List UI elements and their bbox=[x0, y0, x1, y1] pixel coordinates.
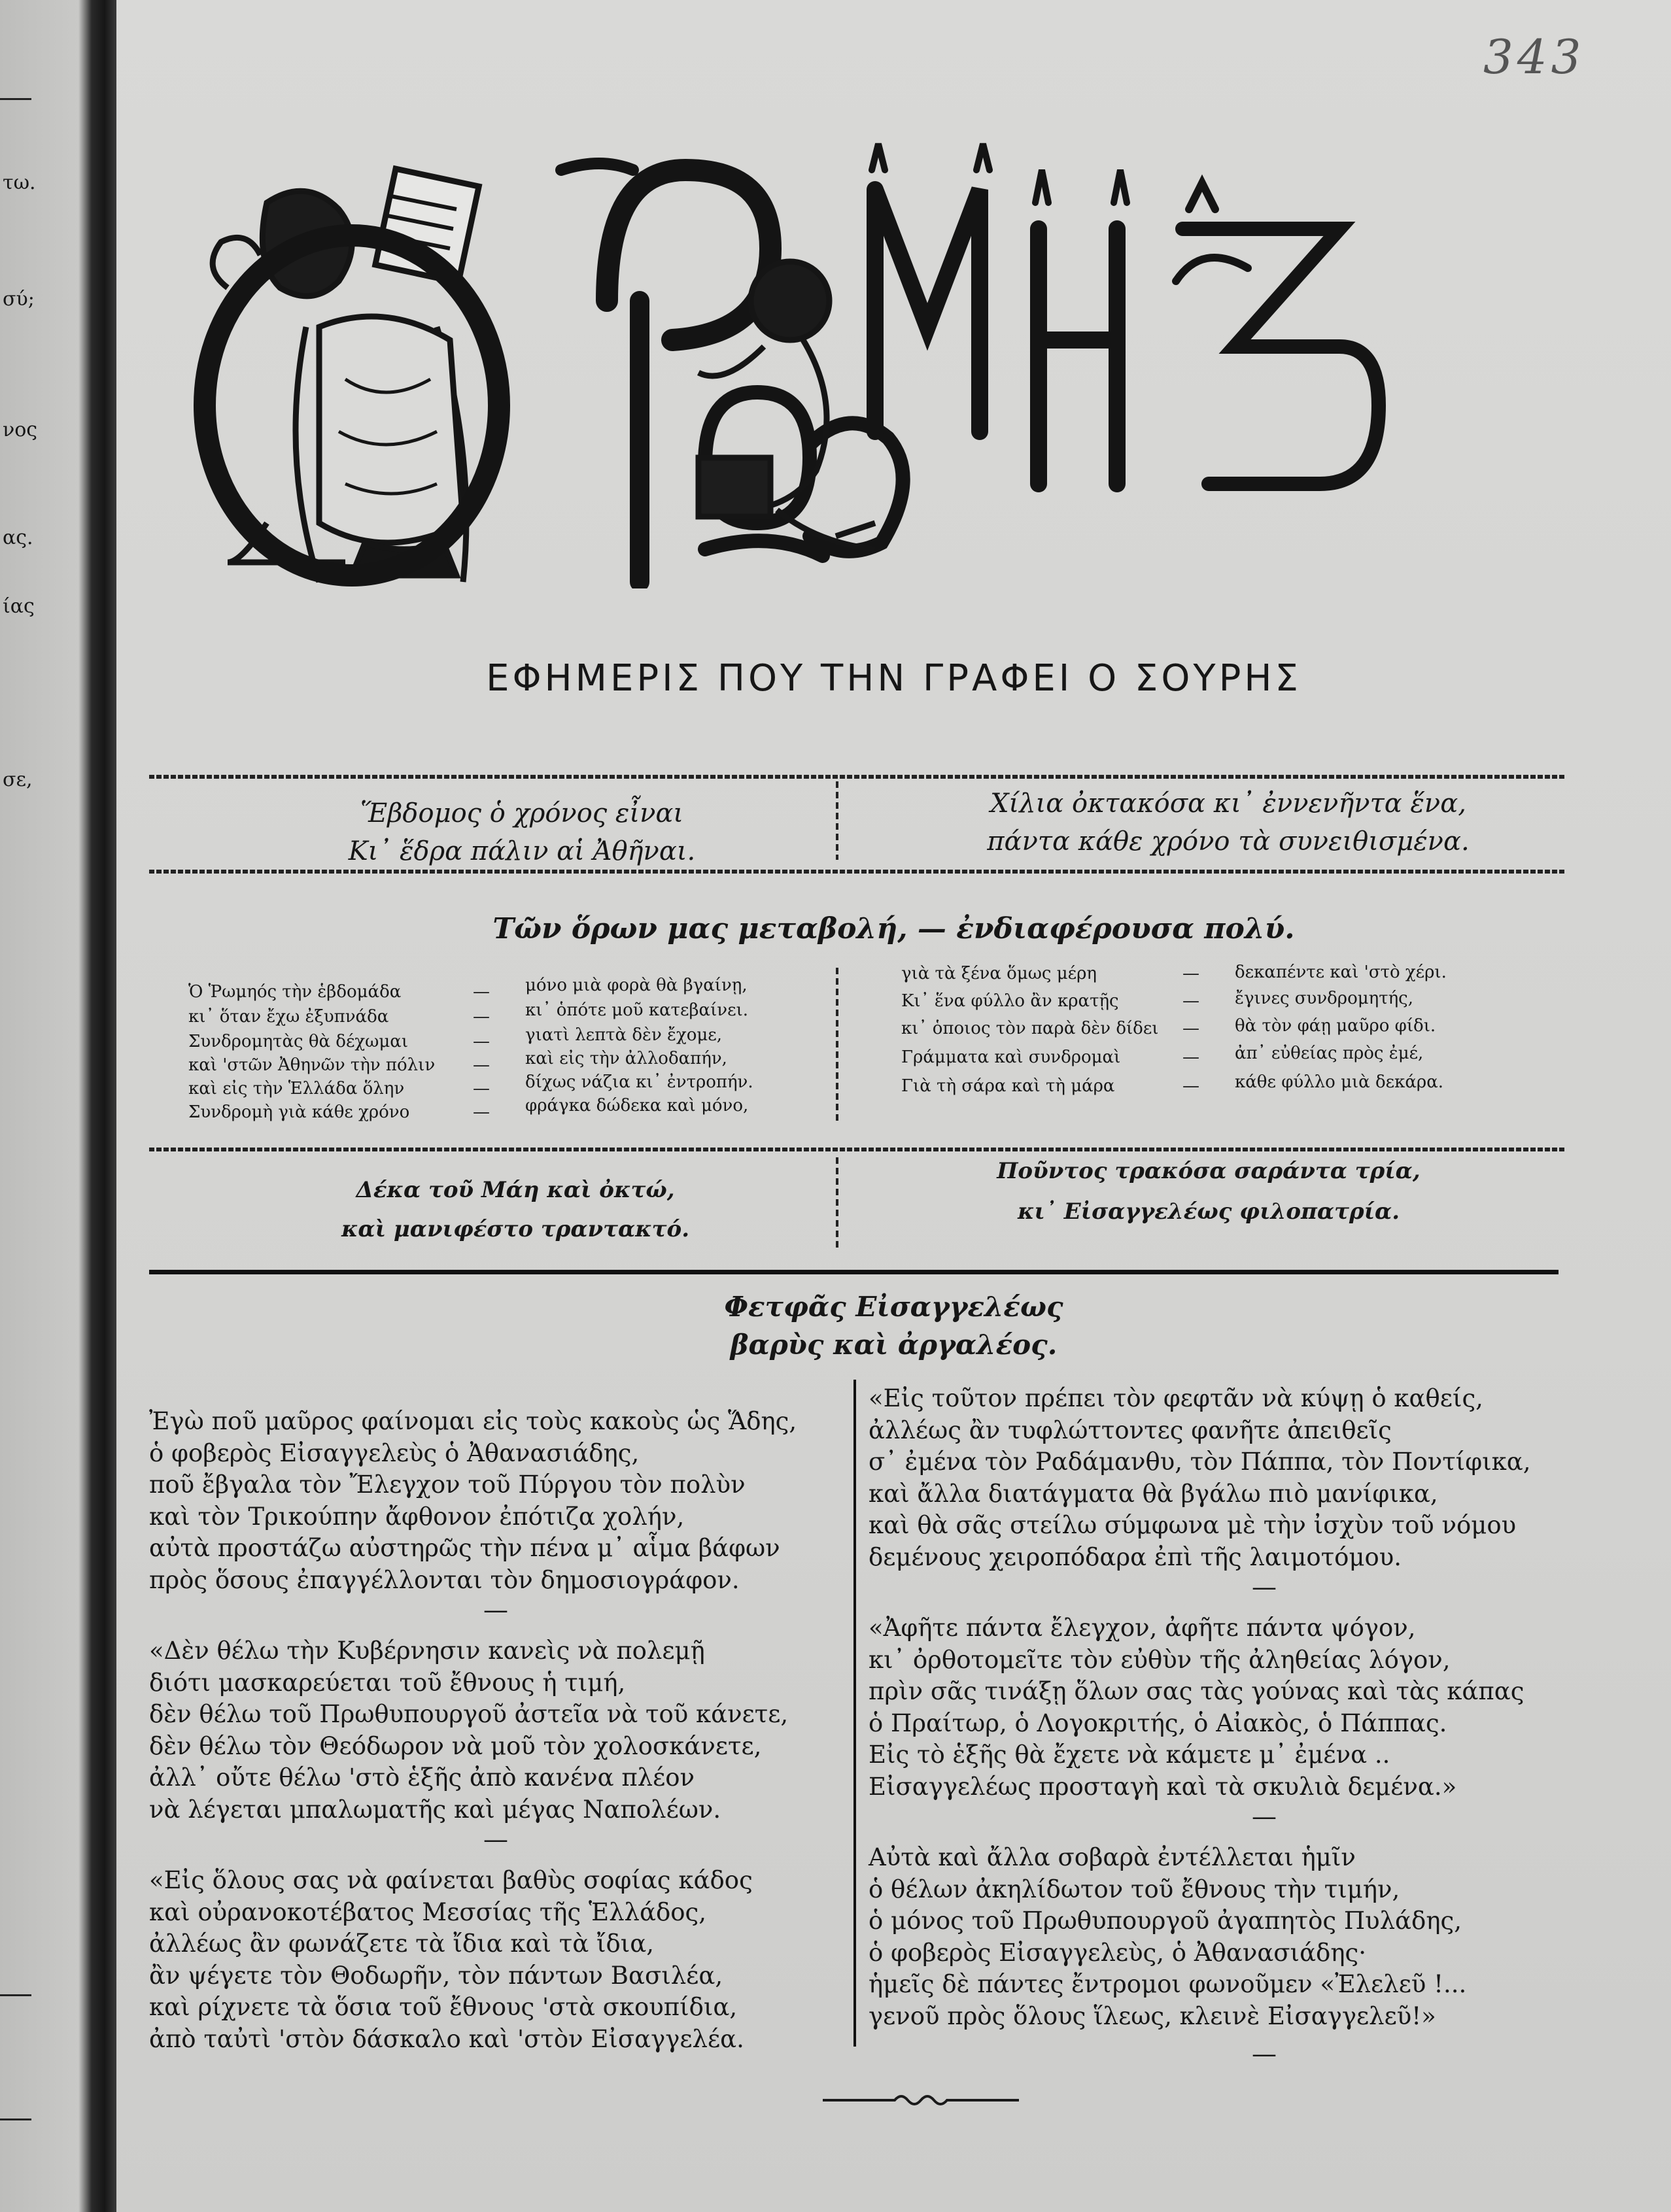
verse-line: καὶ θὰ σᾶς στείλω σύμφωνα μὲ τὴν ἰσχὺν τοῦ νόμου bbox=[869, 1511, 1517, 1539]
page-number: 343 bbox=[1483, 29, 1585, 84]
term-text: κι᾽ ὅταν ἔχω ἐξυπνάδα bbox=[188, 1007, 389, 1027]
verse-line: καὶ μανιφέστο τραντακτό. bbox=[341, 1216, 690, 1242]
verse-line: ποῦ ἔβγαλα τὸν Ἔλεγχον τοῦ Πύργου τὸν πολὺν bbox=[149, 1471, 746, 1499]
verse-line: Ποῦντος τρακόσα σαράντα τρία, bbox=[997, 1158, 1421, 1184]
motto-right bbox=[901, 785, 1555, 860]
term-dash: — bbox=[473, 1007, 490, 1027]
verse-line: δὲν θέλω τοῦ Πρωθυπουργοῦ ἀστεῖα νὰ τοῦ κάνετε, bbox=[149, 1700, 789, 1728]
term-text: Ὁ Ῥωμηός τὴν ἑβδομάδα bbox=[188, 982, 402, 1002]
verse-line: κι᾽ ὀρθοτομεῖτε τὸν εὐθὺν τῆς ἀληθείας λόγον, bbox=[869, 1645, 1451, 1674]
term-dash: — bbox=[1182, 991, 1199, 1011]
column-divider bbox=[853, 1380, 856, 2047]
term-text: καὶ 'στῶν Ἀθηνῶν τὴν πόλιν bbox=[188, 1055, 436, 1075]
verse-line: δεμένους χειροπόδαρα ἐπὶ τῆς λαιμοτόμου. bbox=[869, 1542, 1402, 1571]
article-title-line: Φετφᾶς Εἰσαγγελέως bbox=[724, 1291, 1063, 1323]
term-text: καὶ εἰς τὴν Ἑλλάδα ὅλην bbox=[188, 1079, 405, 1098]
term-dash: — bbox=[1182, 1076, 1199, 1096]
subscription-heading: Τῶν ὅρων μας μεταβολή, — ἐνδιαφέρουσα πολύ. bbox=[492, 912, 1295, 945]
column-divider bbox=[836, 781, 838, 860]
term-text: κι᾽ ὁπότε μοῦ κατεβαίνει. bbox=[525, 1000, 749, 1020]
motto-line: Κι᾽ ἕδρα πάλιν αἱ Ἀθῆναι. bbox=[348, 836, 696, 866]
motto-line: Ἕβδομος ὁ χρόνος εἶναι bbox=[360, 798, 684, 828]
term-dash: — bbox=[473, 1079, 490, 1098]
stanza-separator: — bbox=[1252, 1573, 1277, 1601]
verse-line: ἀλλ᾽ οὔτε θέλω 'στὸ ἑξῆς ἀπὸ κανένα πλέον bbox=[149, 1763, 695, 1792]
term-dash: — bbox=[1182, 964, 1199, 983]
stanza-separator: — bbox=[483, 1825, 508, 1854]
masthead bbox=[188, 131, 1627, 588]
verse-line: «Εἰς τοῦτον πρέπει τὸν φεφτᾶν νὰ κύψῃ ὁ καθείς, bbox=[869, 1384, 1483, 1412]
fragment-dash bbox=[0, 1994, 31, 1996]
verse-line: ἀλλέως ἂν φωνάζετε τὰ ἴδια καὶ τὰ ἴδια, bbox=[149, 1930, 655, 1958]
verse-line: ἂν ψέγετε τὸν Θοδωρῆν, τὸν πάντων Βασιλέα, bbox=[149, 1961, 723, 1990]
verse-line: ὁ φοβερὸς Εἰσαγγελεὺς, ὁ Ἀθανασιάδης· bbox=[869, 1938, 1366, 1967]
section-rule bbox=[149, 1270, 1559, 1274]
verse-line: καὶ τὸν Τρικούπην ἄφθονον ἐπότιζα χολήν, bbox=[149, 1502, 685, 1531]
verse-line: ὁ Πραίτωρ, ὁ Λογοκριτής, ὁ Αἰακὸς, ὁ Πάππας. bbox=[869, 1709, 1447, 1737]
verse-line: ἀλλέως ἂν τυφλώττοντες φανῆτε ἀπειθεῖς bbox=[869, 1416, 1392, 1444]
term-dash: — bbox=[473, 1102, 490, 1122]
verse-line: Ἐγὼ ποῦ μαῦρος φαίνομαι εἰς τοὺς κακοὺς ὡς Ἅδης, bbox=[149, 1407, 797, 1435]
verse-line: ὁ φοβερὸς Εἰσαγγελεὺς ὁ Ἀθανασιάδης, bbox=[149, 1438, 640, 1467]
verse-line: σ᾽ ἐμένα τὸν Ραδάμανθυ, τὸν Πάππα, τὸν Ποντίφικα, bbox=[869, 1448, 1531, 1476]
term-text: ἀπ᾽ εὐθείας πρὸς ἐμέ, bbox=[1235, 1044, 1424, 1063]
fragment: σε, bbox=[3, 768, 33, 791]
verse-line: πρὶν σᾶς τινάξῃ ὅλων σας τὰς γούνας καὶ τὰς κάπας bbox=[869, 1677, 1525, 1705]
stanza-separator: — bbox=[1252, 1802, 1277, 1831]
masthead-title bbox=[188, 131, 1627, 588]
newspaper-page bbox=[116, 0, 1671, 2212]
term-text: φράγκα δώδεκα καὶ μόνο, bbox=[525, 1096, 749, 1115]
verse-line: «Δὲν θέλω τὴν Κυβέρνησιν κανεὶς νὰ πολεμῇ bbox=[149, 1637, 705, 1665]
term-text: μόνο μιὰ φορὰ θὰ βγαίνῃ, bbox=[525, 976, 748, 995]
term-dash: — bbox=[473, 982, 490, 1002]
article-title bbox=[116, 1288, 1671, 1364]
verse-line: αὐτὰ προστάζω αὐστηρῶς τὴν πένα μ᾽ αἷμα βάφων bbox=[149, 1534, 780, 1562]
left-page-fragments bbox=[0, 0, 85, 2212]
term-text: Συνδρομὴ γιὰ κάθε χρόνο bbox=[188, 1102, 410, 1122]
verse-line: διότι μασκαρεύεται τοῦ ἔθνους ἡ τιμή, bbox=[149, 1668, 626, 1697]
verse-line: ἀπὸ ταὐτὶ 'στὸν δάσκαλο καὶ 'στὸν Εἰσαγγελέα. bbox=[149, 2024, 744, 2053]
verse-line: δὲν θέλω τὸν Θεόδωρον νὰ μοῦ τὸν χολοσκάνετε, bbox=[149, 1731, 762, 1760]
verse-line: καὶ ἄλλα διατάγματα θὰ βγάλω πιὸ μανίφικα, bbox=[869, 1479, 1438, 1508]
article-left-column bbox=[149, 1406, 842, 2055]
wavy-rule bbox=[149, 870, 1565, 874]
stanza-separator: — bbox=[1252, 2039, 1277, 2068]
term-text: κάθε φύλλο μιὰ δεκάρα. bbox=[1235, 1072, 1444, 1092]
wavy-rule bbox=[149, 775, 1565, 779]
verse-line: καὶ ρίχνετε τὰ ὅσια τοῦ ἔθνους 'στὰ σκουπίδια, bbox=[149, 1993, 738, 2021]
term-text: δεκαπέντε καὶ 'στὸ χέρι. bbox=[1235, 962, 1447, 982]
term-text: γιατὶ λεπτὰ δὲν ἔχομε, bbox=[525, 1025, 723, 1045]
term-text: καὶ εἰς τὴν ἀλλοδαπήν, bbox=[525, 1049, 727, 1068]
column-divider bbox=[836, 968, 838, 1125]
term-dash: — bbox=[1182, 1019, 1199, 1038]
term-text: γιὰ τὰ ξένα ὅμως μέρη bbox=[901, 964, 1097, 983]
subtitle: ΕΦΗΜΕΡΙΣ ΠΟΥ ΤΗΝ ΓΡΑΦΕΙ Ο ΣΟΥΡΗΣ bbox=[486, 657, 1301, 700]
term-dash: — bbox=[473, 1055, 490, 1075]
date-verse-left bbox=[267, 1170, 764, 1249]
motto-line: Χίλια ὀκτακόσα κι᾽ ἐννενῆντα ἕνα, bbox=[990, 789, 1466, 819]
verse-line: Εἰς τὸ ἑξῆς θὰ ἔχετε νὰ κάμετε μ᾽ ἐμένα .. bbox=[869, 1741, 1390, 1769]
date-verse-right bbox=[914, 1151, 1503, 1232]
verse-line: Αὐτὰ καὶ ἄλλα σοβαρὰ ἐντέλλεται ἡμῖν bbox=[869, 1843, 1356, 1871]
term-dash: — bbox=[473, 1032, 490, 1051]
verse-line: πρὸς ὅσους ἐπαγγέλλονται τὸν δημοσιογράφον. bbox=[149, 1565, 740, 1594]
term-text: Γιὰ τὴ σάρα καὶ τὴ μάρα bbox=[901, 1076, 1115, 1096]
term-text: θὰ τὸν φάῃ μαῦρο φίδι. bbox=[1235, 1016, 1436, 1036]
stanza-separator: — bbox=[483, 1595, 508, 1624]
fragment: νος bbox=[3, 418, 38, 441]
verse-line: Δέκα τοῦ Μάη καὶ ὀκτώ, bbox=[356, 1177, 675, 1203]
verse-line: ὁ θέλων ἀκηλίδωτον τοῦ ἔθνους τὴν τιμήν, bbox=[869, 1875, 1400, 1903]
motto-left bbox=[267, 794, 777, 870]
term-text: ἔγινες συνδρομητής, bbox=[1235, 989, 1413, 1008]
term-text: δίχως νάζια κι᾽ ἐντροπήν. bbox=[525, 1072, 753, 1092]
verse-line: «Εἰς ὅλους σας νὰ φαίνεται βαθὺς σοφίας κάδος bbox=[149, 1866, 753, 1894]
verse-line: «Ἀφῆτε πάντα ἔλεγχον, ἀφῆτε πάντα ψόγον, bbox=[869, 1614, 1416, 1642]
verse-line: ἡμεῖς δὲ πάντες ἔντρομοι φωνοῦμεν «Ἐλελεῦ !... bbox=[869, 1970, 1467, 1998]
verse-line: Εἰσαγγελέως προσταγὴ καὶ τὰ σκυλιὰ δεμένα.» bbox=[869, 1772, 1457, 1801]
article-title-line: βαρὺς καὶ ἀργαλέος. bbox=[730, 1329, 1058, 1361]
fragment: ίας bbox=[3, 595, 35, 618]
term-text: Γράμματα καὶ συνδρομαὶ bbox=[901, 1047, 1121, 1067]
term-dash: — bbox=[1182, 1047, 1199, 1067]
fragment-dash bbox=[0, 2118, 31, 2120]
motto-line: πάντα κάθε χρόνο τὰ συνειθισμένα. bbox=[987, 826, 1470, 857]
fragment: τω. bbox=[3, 171, 36, 194]
verse-line: κι᾽ Εἰσαγγελέως φιλοπατρία. bbox=[1017, 1199, 1400, 1225]
verse-line: νὰ λέγεται μπαλωματῆς καὶ μέγας Ναπολέων. bbox=[149, 1795, 721, 1824]
term-text: κι᾽ ὁποιος τὸν παρὰ δὲν δίδει bbox=[901, 1019, 1159, 1038]
end-flourish bbox=[823, 2086, 1019, 2112]
article-right-column bbox=[869, 1383, 1660, 2079]
term-text: Κι᾽ ἕνα φύλλο ἂν κρατῇς bbox=[901, 991, 1119, 1011]
fragment: σύ; bbox=[3, 288, 35, 311]
column-divider bbox=[836, 1157, 838, 1249]
verse-line: ὁ μόνος τοῦ Πρωθυπουργοῦ ἀγαπητὸς Πυλάδης, bbox=[869, 1907, 1462, 1935]
verse-line: γενοῦ πρὸς ὅλους ἵλεως, κλεινὲ Εἰσαγγελεῦ!» bbox=[869, 2001, 1436, 2030]
term-text: Συνδρομητὰς θὰ δέχωμαι bbox=[188, 1032, 409, 1051]
verse-line: καὶ οὐρανοκοτέβατος Μεσσίας τῆς Ἑλλάδος, bbox=[149, 1897, 707, 1926]
fragment-dash bbox=[0, 98, 31, 100]
fragment: ας. bbox=[3, 526, 33, 549]
